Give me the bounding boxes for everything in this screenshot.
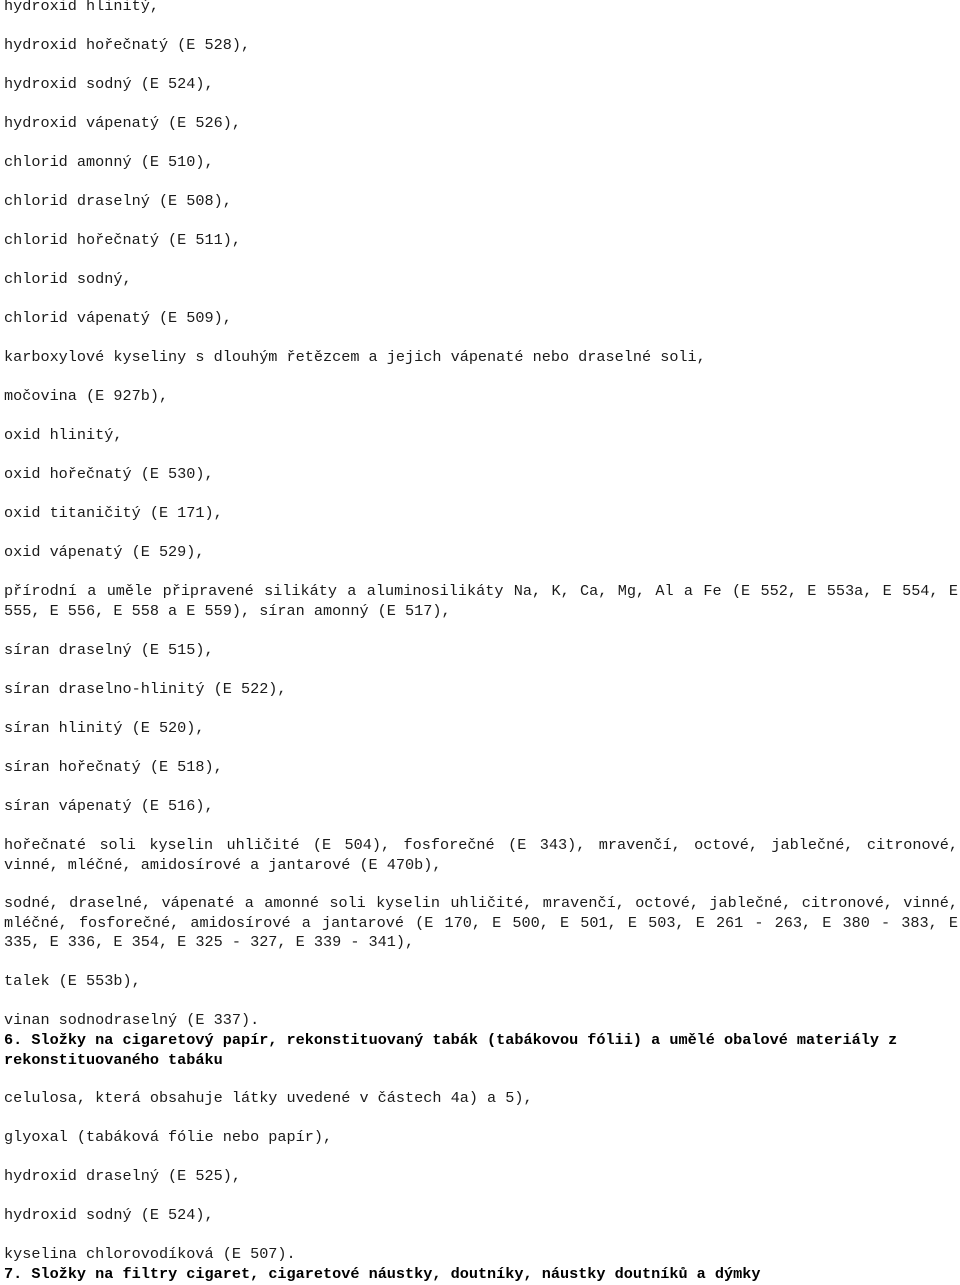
section-heading-6	[4, 1031, 958, 1070]
section-number: 7.	[4, 1265, 23, 1283]
list-item: chlorid hořečnatý (E 511),	[4, 231, 241, 249]
list-item: oxid hořečnatý (E 530),	[4, 465, 214, 483]
list-item: glyoxal (tabáková fólie nebo papír),	[4, 1128, 333, 1146]
list-item: oxid vápenatý (E 529),	[4, 543, 205, 561]
list-item: hydroxid draselný (E 525),	[4, 1167, 241, 1185]
list-item: síran draselný (E 515),	[4, 641, 214, 659]
list-item: chlorid vápenatý (E 509),	[4, 309, 232, 327]
list-item: síran hořečnatý (E 518),	[4, 758, 223, 776]
list-item: chlorid sodný,	[4, 270, 132, 288]
list-item: hydroxid hořečnatý (E 528),	[4, 36, 251, 54]
list-item: kyselina chlorovodíková (E 507).	[4, 1245, 296, 1263]
list-item: síran vápenatý (E 516),	[4, 797, 214, 815]
list-item: hydroxid sodný (E 524),	[4, 1206, 214, 1224]
list-item: chlorid draselný (E 508),	[4, 192, 232, 210]
section-number: 6.	[4, 1031, 23, 1049]
paragraph-silikaty: přírodní a uměle připravené silikáty a aluminosilikáty Na, K, Ca, Mg, Al a Fe (E 552, E 553a, E 554, E 555, E 556, E 558 a E 559), síran amonný (E 517),	[4, 582, 958, 620]
list-item: oxid hlinitý,	[4, 426, 123, 444]
list-item: talek (E 553b),	[4, 972, 141, 990]
section-title: Složky na cigaretový papír, rekonstituovaný tabák (tabákovou fólii) a umělé obalové materiály z rekonstituovaného tabáku	[4, 1031, 898, 1069]
list-item: hydroxid hlinitý,	[4, 0, 159, 15]
paragraph-horecnate-soli: hořečnaté soli kyselin uhličité (E 504), fosforečné (E 343), mravenčí, octové, jablečné, citronové, vinné, mléčné, amidosírové a jantarové (E 470b),	[4, 836, 958, 874]
section-heading-7	[4, 1265, 958, 1285]
list-item: oxid titaničitý (E 171),	[4, 504, 223, 522]
list-item: síran draselno-hlinitý (E 522),	[4, 680, 287, 698]
list-item: celulosa, která obsahuje látky uvedené v částech 4a) a 5),	[4, 1089, 533, 1107]
list-item: chlorid amonný (E 510),	[4, 153, 214, 171]
list-item: močovina (E 927b),	[4, 387, 169, 405]
section-title: Složky na filtry cigaret, cigaretové náustky, doutníky, náustky doutníků a dýmky	[31, 1265, 761, 1283]
paragraph-sodne-soli: sodné, draselné, vápenaté a amonné soli kyselin uhličité, mravenčí, octové, jablečné, citronové, vinné, mléčné, fosforečné, amidosírové a jantarové (E 170, E 500, E 501, E 503, E 261 - 263, E 380 - 383, E 335, E 336, E 354, E 325 - 327, E 339 - 341),	[4, 894, 958, 951]
list-item: síran hlinitý (E 520),	[4, 719, 205, 737]
list-item: karboxylové kyseliny s dlouhým řetězcem a jejich vápenaté nebo draselné soli,	[4, 348, 706, 366]
list-item: hydroxid vápenatý (E 526),	[4, 114, 241, 132]
list-item: hydroxid sodný (E 524),	[4, 75, 214, 93]
list-item: vinan sodnodraselný (E 337).	[4, 1011, 260, 1029]
